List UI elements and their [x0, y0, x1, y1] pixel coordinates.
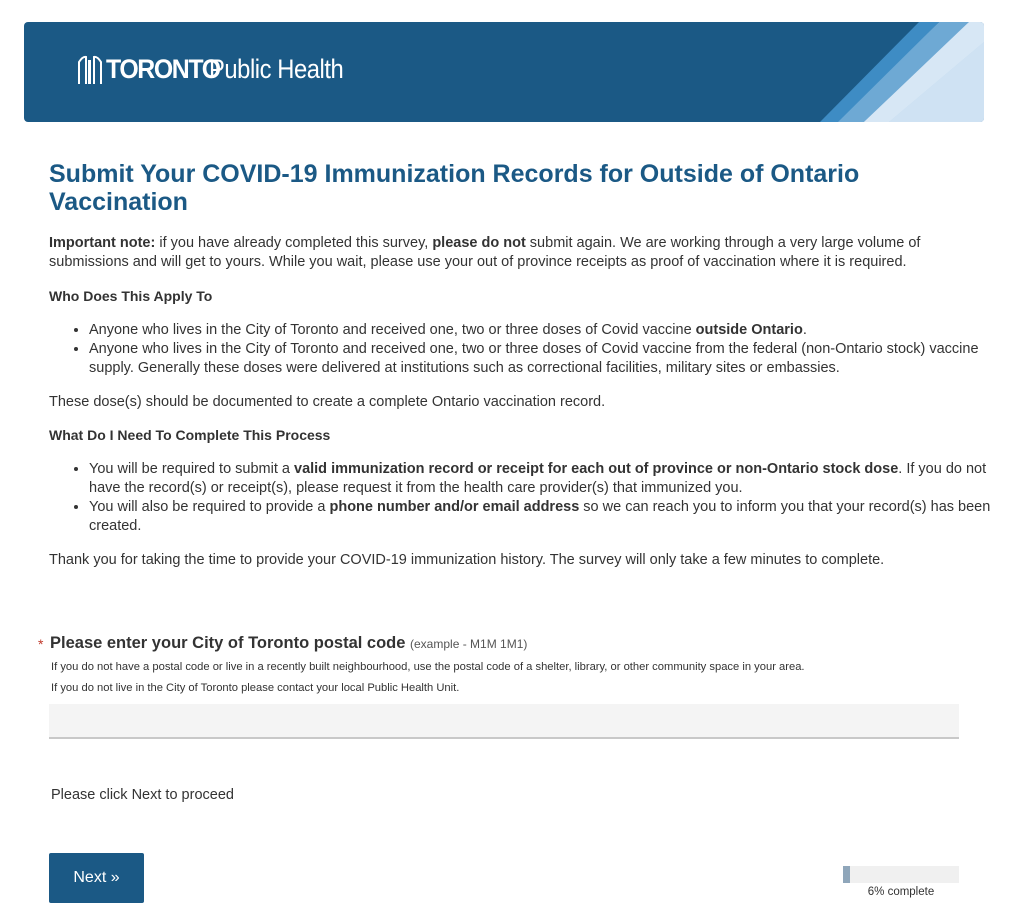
brand-name-bold: TORONTO	[106, 54, 220, 84]
toronto-public-health-logo[interactable]	[77, 54, 362, 84]
apply-heading: Who Does This Apply To	[49, 288, 213, 304]
progress-bar-fill	[843, 866, 850, 883]
important-note-emphasis: please do not	[432, 235, 526, 251]
progress-bar	[843, 866, 959, 883]
need-heading: What Do I Need To Complete This Process	[49, 427, 331, 443]
list-item: • You will also be required to provide a phone number and/or email address so we can reach you to inform you that your record(s) has been created.	[89, 498, 1004, 536]
page-title: Submit Your COVID-19 Immunization Records for Outside of Ontario Vaccination	[49, 160, 860, 216]
question-help-1: If you do not have a postal code or live in a recently built neighbourhood, use the postal code of a shelter, library, or other community space in your area.	[51, 661, 805, 673]
thanks-text: Thank you for taking the time to provide your COVID-19 immunization history. The survey will only take a few minutes to complete.	[49, 552, 885, 568]
question-example: (example - M1M 1M1)	[410, 637, 528, 651]
dose-text: These dose(s) should be documented to create a complete Ontario vaccination record.	[49, 394, 606, 410]
header-banner	[24, 22, 984, 122]
list-item: • Anyone who lives in the City of Toronto and received one, two or three doses of Covid vaccine from the federal (non-Ontario stock) vaccine supply. Generally these doses were delivered at institutions such as correctional facilities, military sites or embassies.	[89, 340, 1004, 378]
postal-code-input[interactable]	[49, 704, 959, 739]
next-button[interactable]: Next »	[49, 853, 144, 903]
brand-name-light: Public Health	[209, 54, 344, 84]
important-note-text-2: submit again. We are working through a very large volume of submissions and will get to yours. While you wait, please use your out of province receipts as proof of vaccination where it is required.	[49, 235, 921, 270]
list-item: • Anyone who lives in the City of Toronto and received one, two or three doses of Covid vaccine outside Ontario.	[89, 321, 1004, 340]
important-note-label: Important note:	[49, 235, 156, 251]
question-label	[50, 634, 527, 653]
important-note-text-1: if you have already completed this survey,	[155, 235, 433, 251]
apply-list	[49, 321, 1004, 378]
city-hall-icon	[77, 54, 103, 84]
question-label-text: Please enter your City of Toronto postal code	[50, 634, 406, 652]
progress-text: 6% complete	[867, 886, 935, 898]
need-list	[49, 460, 1004, 536]
important-note	[49, 234, 964, 272]
list-item: • You will be required to submit a valid immunization record or receipt for each out of province or non-Ontario stock dose. If you do not have the record(s) or receipt(s), please request it from the health care provider(s) that immunized you.	[89, 460, 1004, 498]
required-marker: *	[38, 636, 44, 652]
decorative-stripes	[724, 22, 984, 122]
question-help-2: If you do not live in the City of Toronto please contact your local Public Health Unit.	[51, 682, 460, 694]
proceed-text: Please click Next to proceed	[51, 787, 234, 803]
